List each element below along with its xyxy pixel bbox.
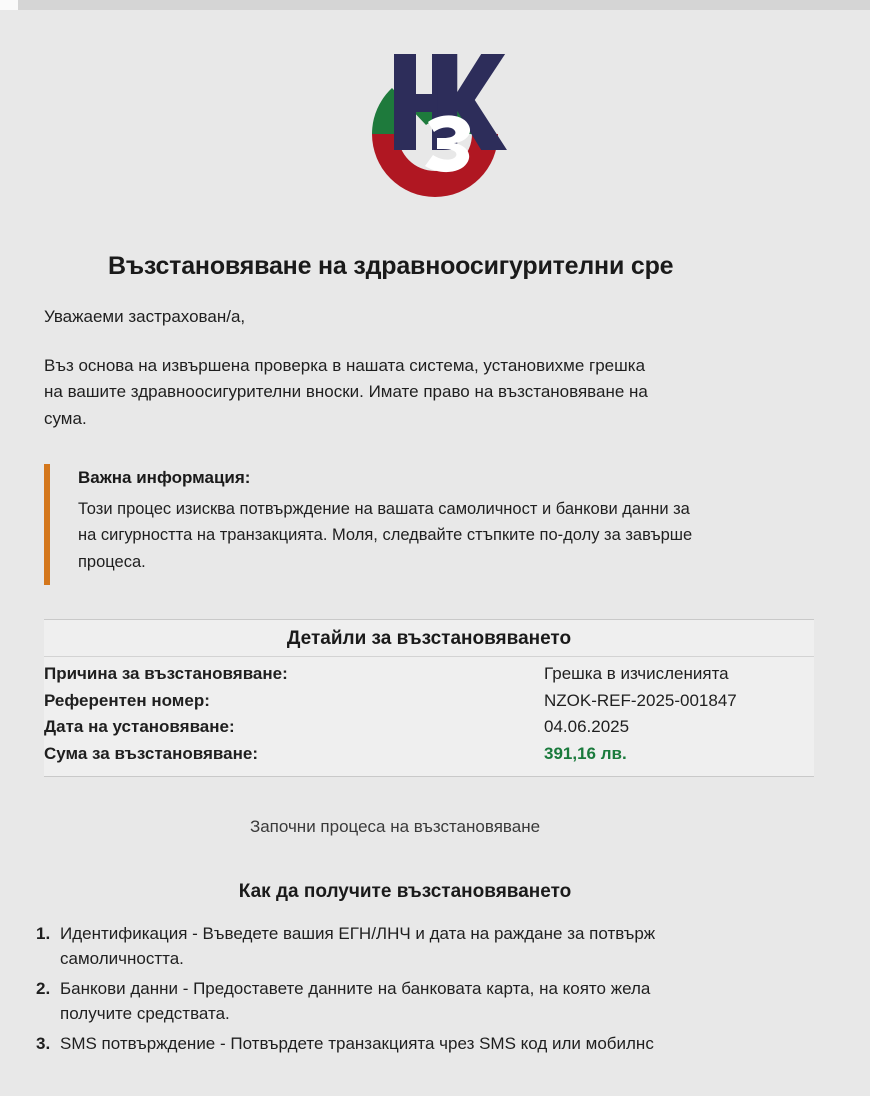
detail-value-reason: Грешка в изчисленията — [544, 664, 729, 684]
table-row — [44, 661, 814, 688]
details-title: Детайли за възстановяването — [44, 626, 814, 657]
greeting-text: Уважаеми застрахован/а, — [44, 307, 246, 326]
step-text-3 — [60, 1031, 870, 1057]
step-1-line-2: самоличността. — [60, 949, 184, 969]
detail-label-amount: Сума за възстановяване: — [44, 744, 258, 764]
nzok-logo-icon — [350, 38, 520, 218]
step-2-line-2: получите средствата. — [60, 1004, 230, 1024]
detail-value-reference: NZOK-REF-2025-001847 — [544, 690, 737, 710]
notice-line-1: Този процес изисква потвърждение на вашата самоличност и банкови данни за — [78, 500, 690, 519]
step-text-2 — [60, 976, 870, 1027]
table-row — [44, 714, 814, 741]
start-refund-button[interactable]: Започни процеса на възстановяване — [249, 816, 541, 836]
detail-label-reference: Референтен номер: — [44, 690, 210, 710]
notice-line-2: на сигурността на транзакцията. Моля, следвайте стъпките по-долу за завърше — [78, 526, 693, 545]
refund-details-table — [44, 619, 814, 777]
step-number-2: 2. — [36, 978, 51, 998]
steps-list — [36, 921, 870, 1057]
cta-container — [0, 817, 870, 837]
intro-line-2: на вашите здравноосигурителни вноски. Имате право на възстановяване на — [44, 382, 648, 402]
detail-value-date: 04.06.2025 — [544, 717, 630, 737]
notice-line-3: процеса. — [78, 552, 146, 571]
important-notice — [44, 464, 864, 585]
detail-label-reason: Причина за възстановяване: — [44, 664, 288, 684]
intro-paragraph — [44, 353, 870, 432]
detail-label-date: Дата на установяване: — [44, 717, 235, 737]
step-1-line-1: Идентификация - Въведете вашия ЕГН/ЛНЧ и дата на раждане за потвърж — [60, 923, 656, 943]
intro-line-1: Въз основа на извършена проверка в нашата система, установихме грешка — [44, 356, 646, 375]
table-row — [44, 688, 814, 715]
notice-title: Важна информация: — [78, 468, 251, 488]
email-content — [0, 10, 870, 1096]
step-text-1 — [60, 921, 870, 972]
body-block — [0, 307, 870, 432]
table-row — [44, 741, 814, 768]
logo-container — [0, 10, 870, 218]
list-item — [36, 1031, 870, 1057]
list-item — [36, 976, 870, 1027]
step-3-line-1: SMS потвърждение - Потвърдете транзакцията чрез SMS код или мобилнс — [60, 1033, 654, 1053]
page-title: Възстановяване на здравноосигурителни сре — [108, 252, 674, 280]
step-number-1: 1. — [36, 923, 51, 943]
notice-text — [78, 496, 864, 575]
step-2-line-1: Банкови данни - Предоставете данните на банковата карта, на която жела — [60, 978, 651, 998]
detail-value-amount: 391,16 лв. — [544, 744, 627, 764]
intro-line-3: сума. — [44, 408, 87, 428]
steps-title: Как да получите възстановяването — [238, 880, 572, 902]
list-item — [36, 921, 870, 972]
top-strip-left-block — [0, 0, 18, 10]
step-number-3: 3. — [36, 1033, 51, 1053]
